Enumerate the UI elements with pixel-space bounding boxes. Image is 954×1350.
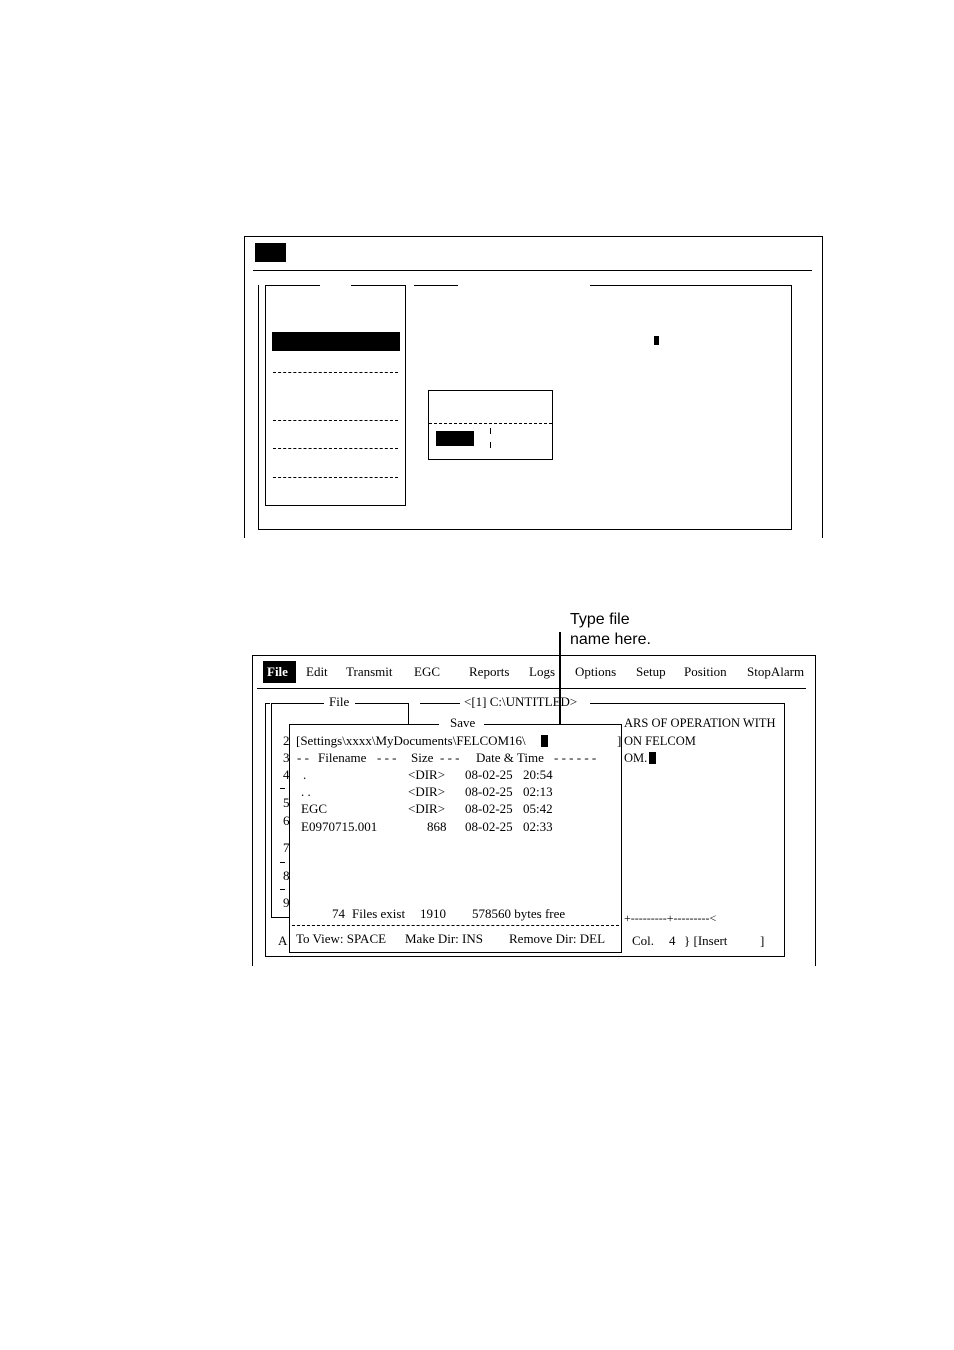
line-number: 7	[283, 840, 290, 855]
menu-highlight	[255, 243, 286, 262]
header-datetime: Date & Time	[476, 750, 544, 765]
save-dialog-title: Save	[450, 715, 476, 730]
file-menu-title: File	[329, 694, 350, 709]
header-size: Size	[411, 750, 434, 765]
file-time: 02:13	[523, 784, 553, 799]
file-date: 08-02-25	[465, 784, 513, 799]
status-col-value: 4	[669, 933, 676, 948]
small-dialog	[428, 390, 553, 460]
files-count: 74	[332, 906, 345, 921]
hint-remove-dir: Remove Dir: DEL	[509, 931, 606, 946]
menu-setup[interactable]: Setup	[636, 664, 666, 679]
status-col-label: Col.	[632, 933, 655, 948]
file-time: 02:33	[523, 819, 553, 834]
text-cursor	[654, 336, 659, 345]
annotation-callout	[570, 610, 651, 650]
header-filename: Filename	[318, 750, 367, 765]
menu-options[interactable]: Options	[575, 664, 617, 679]
menu-egc[interactable]: EGC	[414, 664, 440, 679]
editor-line-2: ON FELCOM	[624, 734, 696, 748]
menu-file[interactable]: File	[267, 664, 288, 679]
text-cursor	[649, 752, 656, 764]
hint-make-dir: Make Dir: INS	[405, 931, 483, 946]
file-name: E0970715.001	[301, 819, 378, 834]
menu-selected-item	[272, 332, 400, 351]
line-number: 5	[283, 795, 290, 810]
file-date: 08-02-25	[465, 801, 513, 816]
menu-reports[interactable]: Reports	[469, 664, 510, 679]
file-time: 05:42	[523, 801, 553, 816]
document-title: <[1] C:\UNTITLED>	[464, 694, 578, 709]
used-value: 1910	[420, 906, 446, 921]
line-number: 2	[283, 733, 290, 748]
line-number: 8	[283, 868, 290, 883]
filename-input[interactable]: [Settings\xxxx\MyDocuments\FELCOM16\	[296, 733, 526, 748]
annotation-line-2: name here.	[570, 631, 651, 648]
status-left: A	[278, 933, 288, 948]
file-time: 20:54	[523, 767, 553, 782]
line-number: 3	[283, 750, 290, 765]
file-date: 08-02-25	[465, 819, 513, 834]
menu-edit[interactable]: Edit	[306, 664, 328, 679]
file-name: . .	[301, 784, 311, 799]
files-label: Files exist	[352, 906, 406, 921]
line-number: 6	[283, 813, 290, 828]
menu-stopalarm[interactable]: StopAlarm	[747, 664, 805, 679]
annotation-line-1: Type file	[570, 611, 630, 628]
file-size: 868	[427, 819, 447, 834]
dialog-selected-button	[436, 431, 474, 446]
free-space: 578560 bytes free	[472, 906, 566, 921]
editor-line-3: OM.	[624, 751, 648, 765]
editor-line-1: ARS OF OPERATION WITH	[624, 716, 776, 730]
menu-transmit[interactable]: Transmit	[346, 664, 393, 679]
menu-position[interactable]: Position	[684, 664, 727, 679]
status-end: ]	[760, 933, 765, 948]
file-size: <DIR>	[408, 801, 446, 816]
annotation-arrow-shaft	[559, 632, 561, 732]
menu-logs[interactable]: Logs	[529, 664, 555, 679]
line-number: 4	[283, 767, 290, 782]
file-name: EGC	[301, 801, 327, 816]
hint-view: To View: SPACE	[296, 931, 387, 946]
file-date: 08-02-25	[465, 767, 513, 782]
file-size: <DIR>	[408, 767, 446, 782]
ruler: +---------+---------<	[624, 911, 717, 925]
file-name: .	[303, 767, 307, 782]
line-number: 9	[283, 895, 290, 910]
input-cursor	[541, 735, 548, 747]
status-mode: } [Insert	[684, 933, 728, 948]
file-size: <DIR>	[408, 784, 446, 799]
